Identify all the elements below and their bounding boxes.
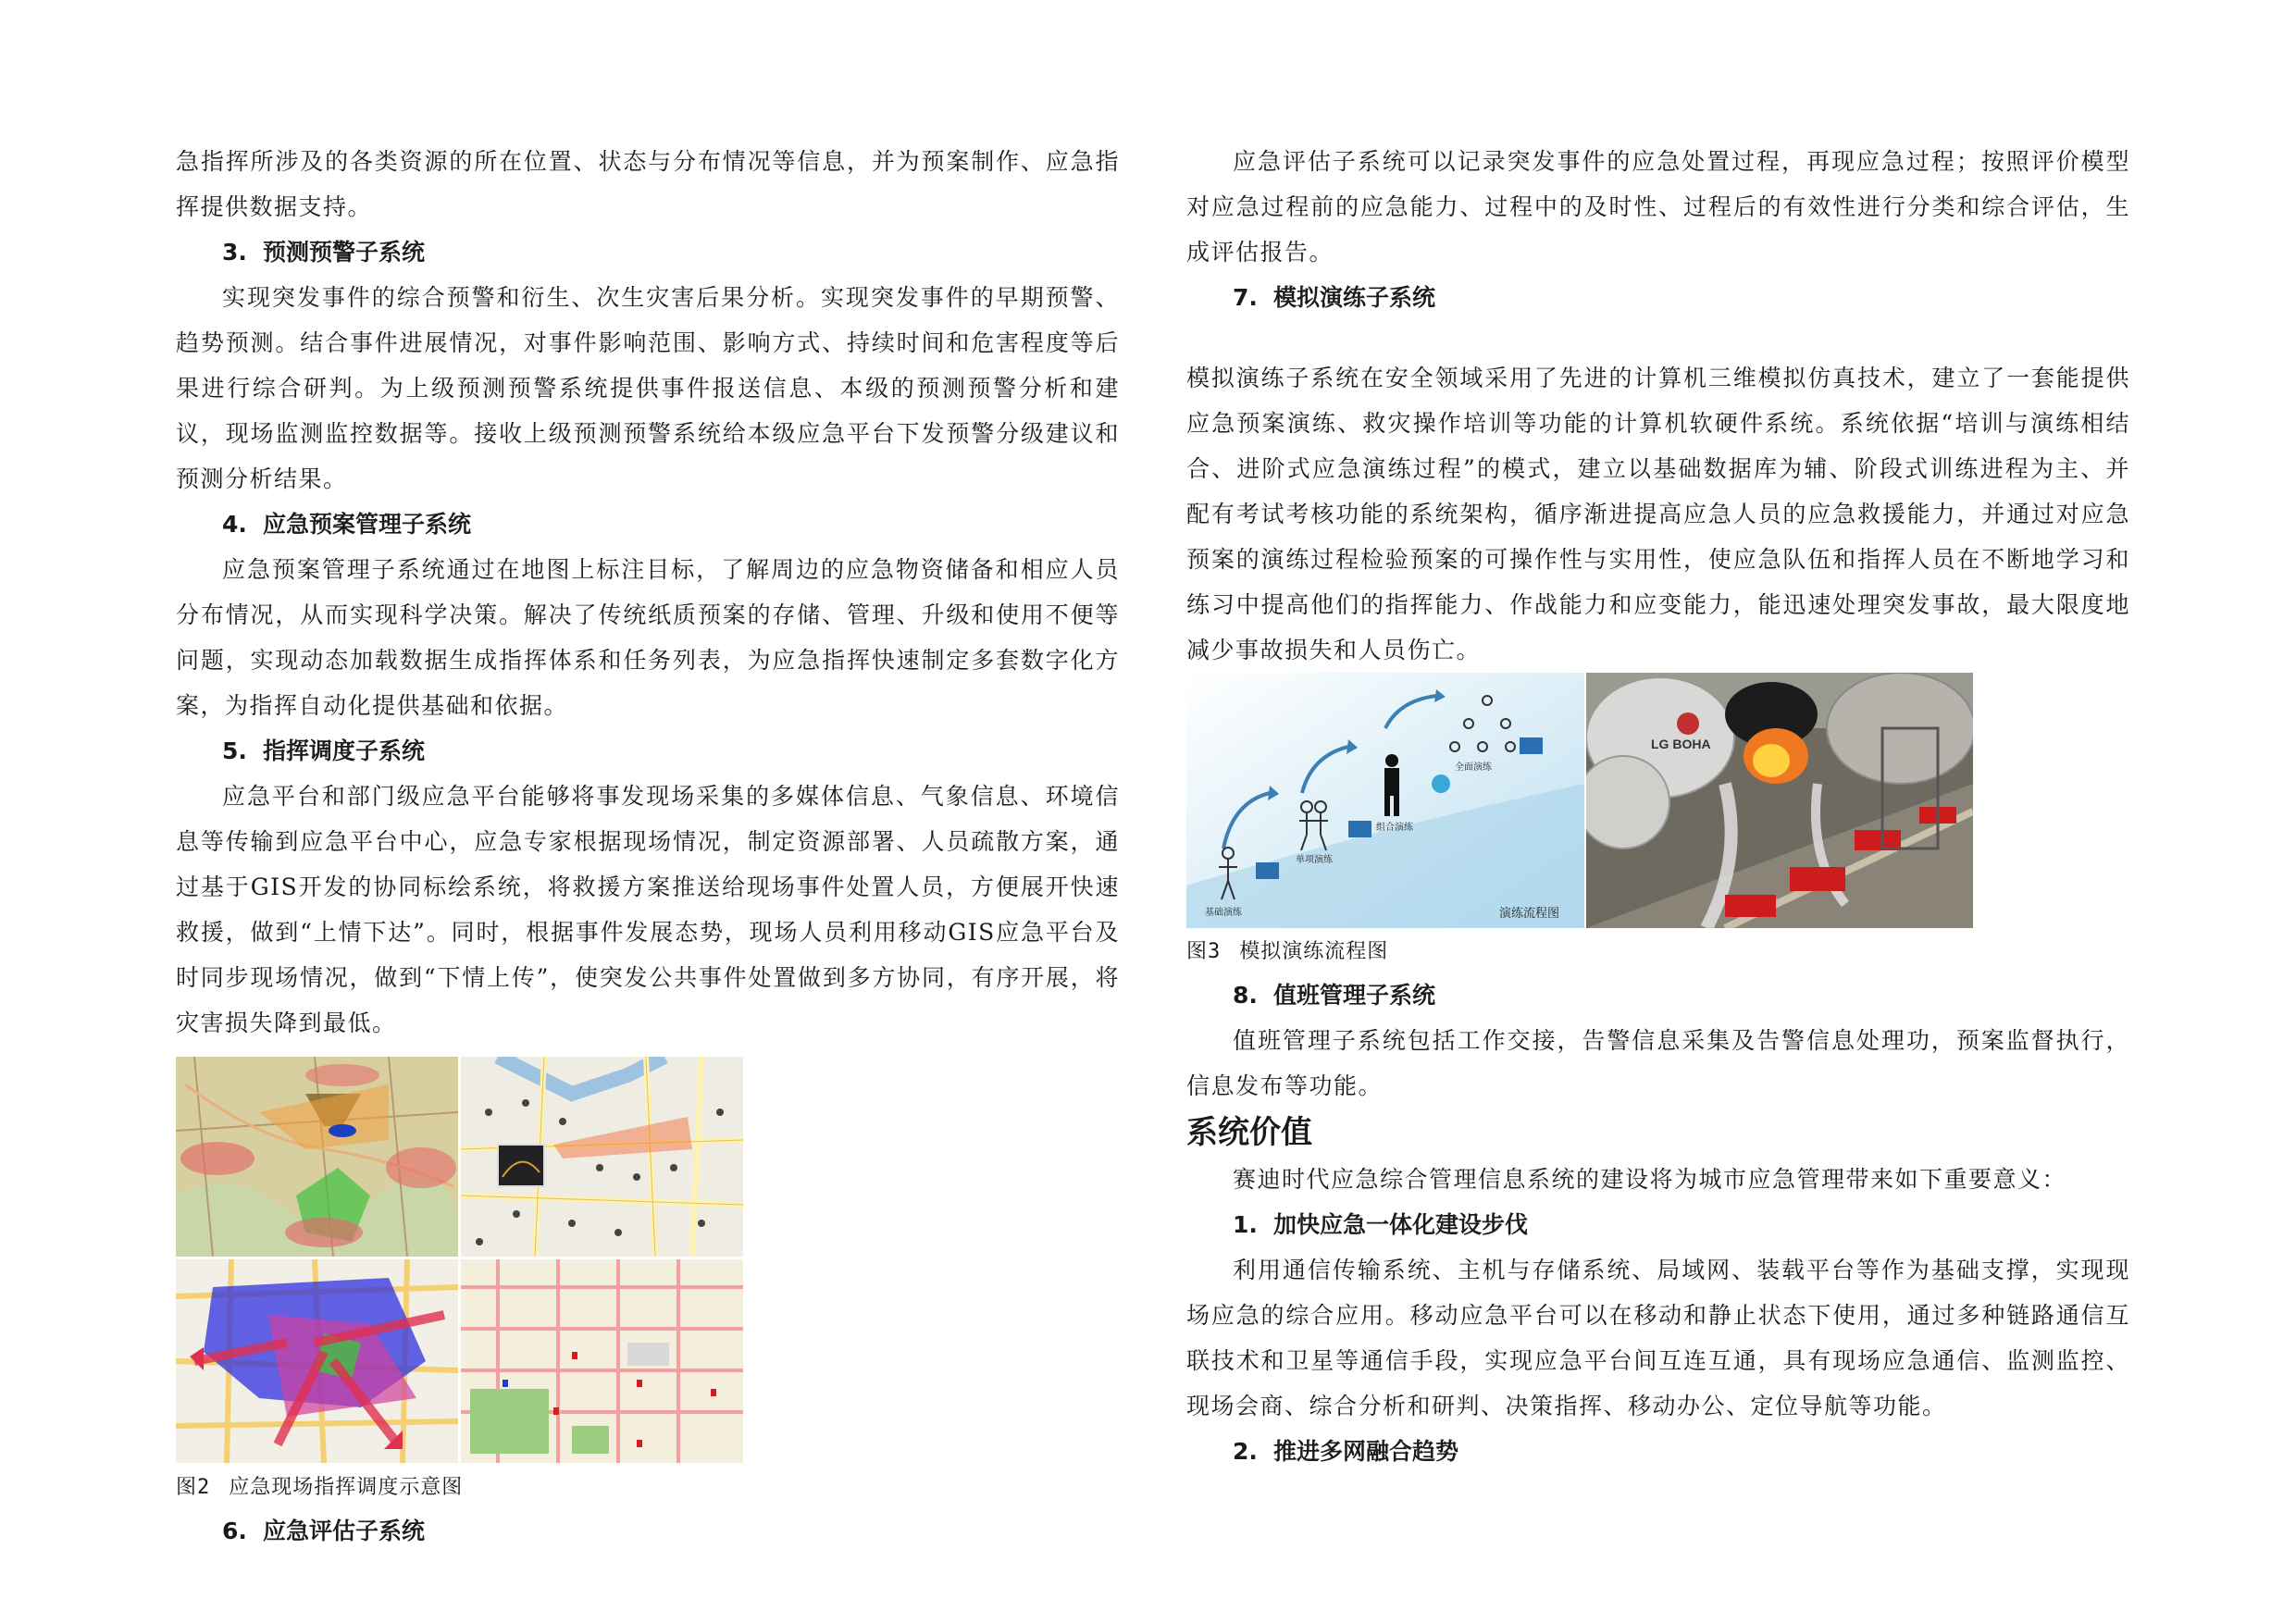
map-grid-image — [461, 1259, 743, 1463]
heading-number: 7. — [1233, 284, 1258, 311]
right-column — [1186, 139, 2130, 1474]
heading-number: 6. — [222, 1518, 247, 1544]
caption-text: 模拟演练流程图 — [1239, 940, 1389, 963]
stage1-label: 基础演练 — [1205, 908, 1242, 918]
map-panel-4 — [461, 1259, 743, 1463]
figure-3-caption — [1186, 932, 2130, 973]
heading-number: 2. — [1233, 1438, 1258, 1465]
heading-title: 应急评估子系统 — [263, 1518, 426, 1544]
heading-number: 5. — [222, 737, 247, 764]
heading-title: 加快应急一体化建设步伐 — [1273, 1211, 1529, 1238]
caption-text: 应急现场指挥调度示意图 — [229, 1476, 464, 1499]
tank-logo-text: LG BOHA — [1651, 737, 1711, 751]
paragraph-duty-management: 值班管理子系统包括工作交接，告警信息采集及告警信息处理功，预案监督执行，信息发布等功能。 — [1186, 1027, 2130, 1099]
map-panel-1 — [176, 1057, 458, 1257]
heading-command-dispatch — [176, 728, 1120, 774]
figure-2-maps — [176, 1057, 742, 1464]
stage4-label: 全面演练 — [1455, 762, 1492, 773]
figure-3-drill — [1186, 673, 1973, 928]
heading-assessment — [176, 1508, 1120, 1554]
map-plot-image — [176, 1057, 458, 1257]
heading-forecast-warning — [176, 229, 1120, 275]
map-panel-2 — [461, 1057, 743, 1257]
map-panel-3 — [176, 1259, 458, 1463]
blank-line — [1186, 320, 2130, 355]
heading-number: 3. — [222, 239, 247, 266]
stage2-label: 单项演练 — [1296, 855, 1333, 865]
flow-title: 演练流程图 — [1499, 906, 1560, 920]
heading-duty-management — [1186, 973, 2130, 1018]
paragraph-command-dispatch: 应急平台和部门级应急平台能够将事发现场采集的多媒体信息、气象信息、环境信息等传输到应急平台中心，应急专家根据现场情况，制定资源部署、人员疏散方案，通过基于GIS开发的协同标绘系统，将救援方案推送给现场事件处置人员，方便展开快速救援，做到“上情下达”。同时，根据事件发展态势，现场人员利用移动GIS应急平台及时同步现场情况，做到“下情上传”，使突发公共事件处置做到多方协同，有序开展，将灾害损失降到最低。 — [176, 783, 1120, 1036]
map-arrows-image — [176, 1259, 458, 1463]
paragraph-system-value: 赛迪时代应急综合管理信息系统的建设将为城市应急管理带来如下重要意义： — [1233, 1166, 2067, 1193]
paragraph-integration: 利用通信传输系统、主机与存储系统、局域网、装载平台等作为基础支撑，实现现场应急的综合应用。移动应急平台可以在移动和静止状态下使用，通过多种链路通信互联技术和卫星等通信手段，实现应急平台间互连互通，具有现场应急通信、监测监控、现场会商、综合分析和研判、决策指挥、移动办公、定位导航等功能。 — [1186, 1257, 2130, 1419]
left-column — [176, 139, 1120, 1554]
paragraph-assessment: 应急评估子系统可以记录突发事件的应急处置过程，再现应急过程；按照评价模型对应急过程前的应急能力、过程中的及时性、过程后的有效性进行分类和综合评估，生成评估报告。 — [1186, 148, 2130, 266]
paragraph-intro: 急指挥所涉及的各类资源的所在位置、状态与分布情况等信息，并为预案制作、应急指挥提供数据支持。 — [176, 148, 1120, 220]
heading-network-convergence — [1186, 1429, 2130, 1474]
stage3-label: 组合演练 — [1376, 823, 1413, 833]
heading-number: 1. — [1233, 1211, 1258, 1238]
heading-simulation-drill — [1186, 275, 2130, 320]
drill-flow-diagram — [1186, 673, 1584, 928]
caption-number: 图3 — [1186, 940, 1222, 963]
simulation-scene-image — [1586, 673, 1973, 928]
heading-title: 值班管理子系统 — [1273, 982, 1436, 1009]
heading-title: 预测预警子系统 — [263, 239, 426, 266]
paragraph-forecast-warning: 实现突发事件的综合预警和衍生、次生灾害后果分析。实现突发事件的早期预警、趋势预测。结合事件进展情况，对事件影响范围、影响方式、持续时间和危害程度等后果进行综合研判。为上级预测预警系统提供事件报送信息、本级的预测预警分析和建议，现场监测监控数据等。接收上级预测预警系统给本级应急平台下发预警分级建议和预测分析结果。 — [176, 284, 1120, 492]
heading-title: 推进多网融合趋势 — [1273, 1438, 1459, 1465]
heading-title: 应急预案管理子系统 — [263, 511, 472, 538]
paragraph-simulation-drill: 模拟演练子系统在安全领域采用了先进的计算机三维模拟仿真技术，建立了一套能提供应急预案演练、救灾操作培训等功能的计算机软硬件系统。系统依据“培训与演练相结合、进阶式应急演练过程”的模式，建立以基础数据库为辅、阶段式训练进程为主、并配有考试考核功能的系统架构，循序渐进提高应急人员的应急救援能力，并通过对应急预案的演练过程检验预案的可操作性与实用性，使应急队伍和指挥人员在不断地学习和练习中提高他们的指挥能力、作战能力和应变能力，能迅速处理突发事故，最大限度地减少事故损失和人员伤亡。 — [1186, 365, 2130, 663]
drill-flow-image — [1186, 673, 1584, 928]
heading-title: 指挥调度子系统 — [263, 737, 426, 764]
heading-number: 4. — [222, 511, 247, 538]
drill-simulation-scene — [1586, 673, 1973, 928]
heading-plan-management — [176, 502, 1120, 547]
paragraph-plan-management: 应急预案管理子系统通过在地图上标注目标，了解周边的应急物资储备和相应人员分布情况，从而实现科学决策。解决了传统纸质预案的存储、管理、升级和使用不便等问题，实现动态加载数据生成指挥体系和任务列表，为应急指挥快速制定多套数字化方案，为指挥自动化提供基础和依据。 — [176, 556, 1120, 719]
heading-title: 模拟演练子系统 — [1273, 284, 1436, 311]
section-title-system-value: 系统价值 — [1186, 1114, 1312, 1151]
map-markers-image — [461, 1057, 743, 1257]
heading-integration — [1186, 1202, 2130, 1247]
caption-number: 图2 — [176, 1476, 211, 1499]
heading-number: 8. — [1233, 982, 1258, 1009]
figure-2-caption — [176, 1468, 1120, 1508]
